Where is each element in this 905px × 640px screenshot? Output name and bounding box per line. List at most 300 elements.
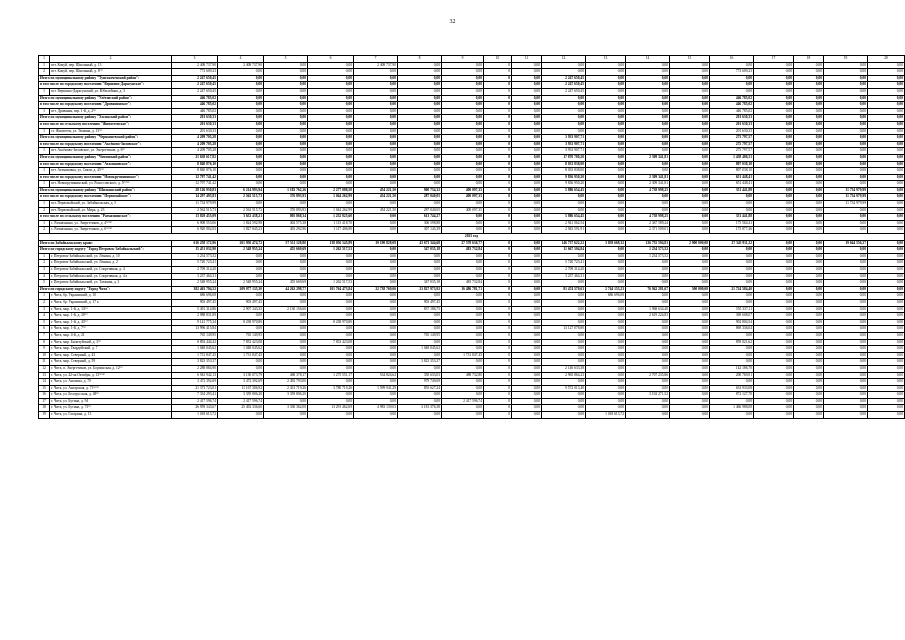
table-cell: 0,00 [794, 201, 824, 208]
table-cell: 0,00 [670, 326, 710, 333]
table-cell: 0,00 [626, 405, 670, 412]
table-cell: 0,00 [512, 187, 542, 194]
table-cell: 900 734,32 [398, 187, 442, 194]
table-cell: 0,00 [710, 273, 754, 280]
table-cell: 1 117 406,90 [308, 227, 354, 234]
table-cell: 0,00 [824, 102, 868, 109]
table-cell: 0,00 [670, 313, 710, 320]
table-cell: 0,00 [670, 194, 710, 201]
table-cell: 0,00 [824, 214, 868, 221]
table-cell: 200 769,01 [710, 372, 754, 379]
table-cell: 902 804,54 [710, 319, 754, 326]
table-cell: 0,00 [670, 82, 710, 89]
table-cell: 0,00 [670, 214, 710, 221]
table-cell: 0,00 [542, 306, 586, 313]
row-index: 1 [39, 293, 50, 300]
table-cell: 0,00 [710, 207, 754, 214]
table-cell: 0,00 [542, 359, 586, 366]
table-cell: 0,00 [710, 88, 754, 95]
table-cell: 0,00 [308, 75, 354, 82]
table-cell: 0,00 [710, 332, 754, 339]
table-cell: 0,00 [218, 201, 264, 208]
table-cell: 2 130 156,60 [264, 306, 308, 313]
table-cell: 0,00 [218, 115, 264, 122]
table-cell: 306 598,88 [398, 220, 442, 227]
table-cell: 11 167 306,92 [218, 385, 264, 392]
table-cell: 0,00 [794, 214, 824, 221]
table-cell: 0,00 [542, 319, 586, 326]
address-cell: пгт. Новокручининский, ул. Рокоссовского, д. 5⁽¹⁾⁽⁸⁾ [50, 181, 172, 188]
table-cell: 0,00 [264, 154, 308, 161]
table-cell: 0,00 [512, 385, 542, 392]
table-cell: 0 [484, 326, 512, 333]
table-cell: 0,00 [754, 359, 794, 366]
address-cell: с. Размахнино, ул. Энергетиков, д. 6⁽¹⁾⁽⁸⁾ [50, 227, 172, 234]
table-cell: 0,00 [868, 412, 905, 419]
table-cell: 0,00 [442, 385, 484, 392]
header-cell: 15 [670, 56, 710, 63]
table-cell: 0,00 [542, 115, 586, 122]
row-index: 6 [39, 326, 50, 333]
subtotal-row [39, 240, 905, 247]
table-cell: 0,00 [308, 174, 354, 181]
table-cell: 0,00 [308, 201, 354, 208]
table-cell: 0,00 [670, 319, 710, 326]
table-cell: 0,00 [586, 392, 626, 399]
table-cell: 0,00 [442, 332, 484, 339]
table-cell: 0,00 [264, 365, 308, 372]
address-cell: г. Чита, мкр. 1-й, д. 7⁽¹⁾ [50, 326, 172, 333]
table-cell: 0,00 [670, 115, 710, 122]
table-cell: 0,00 [354, 260, 398, 267]
table-cell: 0,00 [398, 128, 442, 135]
table-cell: 0,00 [794, 62, 824, 69]
table-cell: 613 744,27 [398, 214, 442, 221]
table-cell: 0,00 [308, 141, 354, 148]
table-cell: 0,00 [794, 372, 824, 379]
address-cell: г. Чита, мкр. Северный, д. 59 [50, 359, 172, 366]
table-cell: 3 933 907,71 [542, 135, 586, 142]
table-cell: 0,00 [586, 299, 626, 306]
table-cell: 3 237 464,31 [542, 273, 586, 280]
table-cell: 0,00 [218, 161, 264, 168]
table-cell: 2 619 224,83 [626, 313, 670, 320]
table-cell: 0,00 [586, 379, 626, 386]
address-cell: г. Чита, мкр. 4-й, д. 21 [50, 332, 172, 339]
table-row [39, 69, 905, 76]
table-row [39, 273, 905, 280]
table-cell: 0,00 [442, 141, 484, 148]
table-cell: 0,00 [626, 95, 670, 102]
table-cell: 0,00 [794, 319, 824, 326]
table-cell: 0,00 [218, 412, 264, 419]
table-cell: 0,00 [218, 273, 264, 280]
table-row [39, 299, 905, 306]
table-cell: 0,00 [264, 128, 308, 135]
table-cell: 0,00 [308, 392, 354, 399]
table-cell: 0,00 [586, 95, 626, 102]
table-cell: 0,00 [398, 412, 442, 419]
table-cell: 0,00 [442, 82, 484, 89]
table-cell: 446 785,02 [172, 95, 218, 102]
table-cell: 0,00 [824, 286, 868, 293]
table-cell: 0,00 [824, 227, 868, 234]
subtotal-label: Итого по муниципальному району "Шилкинский район": [39, 187, 172, 194]
table-cell: 21 724 584,40 [710, 286, 754, 293]
table-cell: 0,00 [308, 346, 354, 353]
table-cell: 0,00 [218, 260, 264, 267]
table-cell: 126 735 594,81 [626, 240, 670, 247]
table-cell: 0,00 [586, 75, 626, 82]
table-cell: 0,00 [626, 319, 670, 326]
table-cell: 0,00 [308, 379, 354, 386]
table-cell: 3 330 362,00 [264, 405, 308, 412]
table-row [39, 88, 905, 95]
table-cell: 0,00 [354, 332, 398, 339]
table-cell: 0,00 [542, 201, 586, 208]
table-cell: 0,00 [354, 247, 398, 254]
table-cell: 0,00 [670, 88, 710, 95]
table-cell: 0,00 [586, 194, 626, 201]
table-cell: 0,00 [398, 339, 442, 346]
table-cell: 0 [484, 181, 512, 188]
table-cell: 0,00 [308, 359, 354, 366]
table-cell: 0,00 [542, 108, 586, 115]
table-cell: 0,00 [824, 299, 868, 306]
table-cell: 0,00 [354, 365, 398, 372]
table-cell: 0,00 [824, 273, 868, 280]
table-cell: 0,00 [868, 201, 905, 208]
table-cell: 0,00 [586, 339, 626, 346]
address-cell: пгт. Дровяная, пер. 1-й, д. 2⁽¹⁾ [50, 108, 172, 115]
table-cell: 0,00 [754, 75, 794, 82]
table-cell: 0,00 [512, 339, 542, 346]
table-cell: 0,00 [868, 253, 905, 260]
row-index: 8 [39, 339, 50, 346]
address-cell: г. Чита, ул. Белорусская, д. 48⁽¹⁾ [50, 392, 172, 399]
subtotal-row [39, 187, 905, 194]
table-cell: 0,00 [264, 121, 308, 128]
table-cell: 0,00 [442, 293, 484, 300]
table-cell: 1 458 486,51 [710, 154, 754, 161]
table-cell: 0,00 [512, 148, 542, 155]
table-cell: 0,00 [824, 62, 868, 69]
subtotal-row [39, 95, 905, 102]
table-cell: 0,00 [442, 95, 484, 102]
table-cell: 0,00 [218, 135, 264, 142]
table-cell: 0 [484, 319, 512, 326]
table-cell: 0 [484, 227, 512, 234]
table-cell: 0,00 [542, 253, 586, 260]
table-cell: 12 797 741,42 [172, 174, 218, 181]
table-cell: 0,00 [354, 220, 398, 227]
table-cell: 0,00 [710, 62, 754, 69]
table-cell: 446 785,02 [710, 102, 754, 109]
table-cell: 0,00 [868, 214, 905, 221]
table-cell: 0,00 [670, 174, 710, 181]
table-cell: 0,00 [824, 247, 868, 254]
table-cell: 0,00 [670, 405, 710, 412]
table-cell: 0,00 [308, 135, 354, 142]
table-cell: 0,00 [824, 372, 868, 379]
table-cell: 0,00 [354, 227, 398, 234]
table-cell: 0,00 [218, 128, 264, 135]
table-cell: 9 572 013,40 [542, 385, 586, 392]
table-row [39, 260, 905, 267]
table-cell: 0,00 [794, 194, 824, 201]
table-cell: 0,00 [794, 82, 824, 89]
table-cell: 1 044 262,99 [308, 207, 354, 214]
table-cell: 0,00 [398, 293, 442, 300]
table-cell: 0,00 [442, 260, 484, 267]
table-cell: 3 359 806,20 [264, 392, 308, 399]
table-cell: 855 627,24 [398, 385, 442, 392]
table-cell: 0,00 [868, 75, 905, 82]
table-cell: 0,00 [824, 412, 868, 419]
table-row [39, 319, 905, 326]
table-cell: 21 373 723,01 [172, 385, 218, 392]
table-cell: 0,00 [398, 82, 442, 89]
table-cell: 0,00 [512, 352, 542, 359]
table-cell: 3 130 073,79 [218, 372, 264, 379]
table-cell: 0,00 [586, 102, 626, 109]
table-row [39, 313, 905, 320]
table-cell: 0,00 [512, 306, 542, 313]
table-cell: 2 309 341,81 [626, 181, 670, 188]
table-cell: 0,00 [868, 174, 905, 181]
row-index: 7 [39, 332, 50, 339]
table-cell: 0,00 [710, 267, 754, 274]
row-index: 19 [39, 412, 50, 419]
table-cell: 0,00 [868, 286, 905, 293]
table-cell: 0,00 [670, 201, 710, 208]
table-cell: 0 [484, 306, 512, 313]
table-cell: 0,00 [398, 154, 442, 161]
table-cell: 0,00 [398, 102, 442, 109]
table-cell: 0,00 [218, 365, 264, 372]
table-cell: 0,00 [670, 273, 710, 280]
table-cell: 0,00 [354, 75, 398, 82]
table-cell: 6 920 902,03 [172, 227, 218, 234]
table-cell: 446 785,02 [710, 108, 754, 115]
table-cell: 0,00 [794, 332, 824, 339]
table-cell: 0,00 [794, 247, 824, 254]
table-cell: 0,00 [868, 372, 905, 379]
table-cell: 686 696,08 [172, 293, 218, 300]
table-cell: 0,00 [442, 313, 484, 320]
table-row [39, 352, 905, 359]
table-cell: 0,00 [586, 108, 626, 115]
table-cell: 0,00 [398, 319, 442, 326]
table-cell: 4 983 139,03 [354, 405, 398, 412]
table-cell: 0,00 [710, 82, 754, 89]
table-cell: 0,00 [512, 326, 542, 333]
table-cell: 0,00 [308, 69, 354, 76]
table-cell: 0,00 [754, 332, 794, 339]
table-cell: 0,00 [824, 398, 868, 405]
table-cell: 0,00 [670, 359, 710, 366]
row-index: 10 [39, 352, 50, 359]
row-index: 12 [39, 365, 50, 372]
table-cell: 455 669,69 [264, 280, 308, 287]
table-cell: 0,00 [626, 339, 670, 346]
table-cell: 376 893,93 [264, 207, 308, 214]
table-cell: 0,00 [308, 253, 354, 260]
table-cell: 0,00 [754, 201, 794, 208]
table-cell: 0,00 [586, 135, 626, 142]
table-cell: 2 744 153,23 [586, 286, 626, 293]
table-cell: 2 277 088,50 [308, 187, 354, 194]
table-cell: 0,00 [754, 187, 794, 194]
table-cell: 0,00 [754, 95, 794, 102]
table-cell: 0,00 [442, 121, 484, 128]
table-cell: 0,00 [794, 220, 824, 227]
table-cell: 0,00 [586, 121, 626, 128]
table-cell: 7 334 293,41 [172, 392, 218, 399]
table-cell: 0,00 [824, 108, 868, 115]
table-cell: 0,00 [626, 293, 670, 300]
table-cell: 0,00 [308, 273, 354, 280]
table-cell: 0,00 [398, 88, 442, 95]
table-cell: 0,00 [754, 181, 794, 188]
table-cell: 0,00 [794, 359, 824, 366]
subtotal-label: Итого по Забайкальскому краю: [39, 240, 172, 247]
table-cell: 0,00 [442, 405, 484, 412]
table-cell: 0,00 [512, 286, 542, 293]
table-cell: 0,00 [354, 359, 398, 366]
address-cell: г. Чита, ул. Бутина, д. 94 [50, 398, 172, 405]
table-cell: 454 221,50 [354, 194, 398, 201]
table-cell: 287 040,05 [398, 207, 442, 214]
table-cell: 0,00 [794, 286, 824, 293]
table-cell: 201 630,33 [710, 115, 754, 122]
table-cell: 0,00 [264, 412, 308, 419]
table-cell: 534 824,62 [354, 372, 398, 379]
table-cell: 0,00 [308, 332, 354, 339]
table-cell: 0,00 [512, 319, 542, 326]
table-row [39, 398, 905, 405]
table-cell: 0,00 [354, 95, 398, 102]
table-cell: 0,00 [442, 102, 484, 109]
table-cell: 0,00 [868, 88, 905, 95]
table-cell: 0,00 [868, 326, 905, 333]
table-cell: 0,00 [354, 102, 398, 109]
table-cell: 0,00 [586, 405, 626, 412]
table-cell: 0,00 [542, 398, 586, 405]
table-cell: 0,00 [586, 267, 626, 274]
table-cell: 0,00 [586, 174, 626, 181]
table-cell: 0,00 [354, 135, 398, 142]
table-cell: 3 237 464,31 [172, 273, 218, 280]
table-cell: 0,00 [754, 240, 794, 247]
table-cell: 0,00 [218, 108, 264, 115]
table-cell: 0,00 [398, 161, 442, 168]
table-cell: 0,00 [754, 220, 794, 227]
table-cell: 0,00 [626, 62, 670, 69]
table-cell: 0,00 [354, 168, 398, 175]
table-cell: 0,00 [710, 260, 754, 267]
table-cell: 0,00 [586, 260, 626, 267]
table-cell: 2 408 737,90 [172, 62, 218, 69]
table-cell: 0,00 [308, 365, 354, 372]
table-cell: 307 145,39 [398, 227, 442, 234]
table-cell: 0,00 [308, 128, 354, 135]
row-index: 5 [39, 280, 50, 287]
table-cell: 0,00 [824, 352, 868, 359]
header-cell: 3 [172, 56, 218, 63]
table-cell: 0,00 [868, 346, 905, 353]
table-cell: 8 840 876,10 [172, 161, 218, 168]
table-cell: 0,00 [542, 95, 586, 102]
table-cell: 0,00 [218, 168, 264, 175]
table-cell: 633 933,08 [710, 385, 754, 392]
table-cell: 765 149,95 [398, 332, 442, 339]
row-index: 1 [39, 62, 50, 69]
table-cell: 0,00 [824, 339, 868, 346]
table-cell: 0,00 [824, 168, 868, 175]
table-cell: 0,00 [218, 359, 264, 366]
table-cell: 0,00 [542, 379, 586, 386]
table-cell: 0,00 [542, 299, 586, 306]
table-cell: 0 [484, 62, 512, 69]
table-cell: 454 221,50 [354, 207, 398, 214]
table-cell: 0,00 [354, 326, 398, 333]
table-cell: 1 115 418,70 [308, 220, 354, 227]
subtotal-label: в том числе по городскому поселению "Новокручининское": [39, 174, 172, 181]
table-row [39, 339, 905, 346]
table-cell: 0,00 [868, 313, 905, 320]
table-row [39, 332, 905, 339]
table-cell: 0,00 [626, 207, 670, 214]
table-cell: 0,00 [754, 141, 794, 148]
table-cell: 0,00 [586, 181, 626, 188]
header-cell: 12 [542, 56, 586, 63]
table-cell: 2 941 062,54 [542, 220, 586, 227]
table-cell: 3 823 353,37 [172, 359, 218, 366]
table-cell: 0,00 [868, 148, 905, 155]
address-cell: с. Размахнино, ул. Энергетиков, д. 4⁽¹⁾⁽⁸⁾ [50, 220, 172, 227]
table-cell: 0,00 [354, 82, 398, 89]
subtotal-label: в том числе по городскому поселению "Вершино-Дарасунское": [39, 82, 172, 89]
table-cell: 0,00 [218, 95, 264, 102]
address-cell: г. Петровск-Забайкальский, ул. Таежная, д. 3 [50, 280, 172, 287]
table-cell: 0,00 [754, 253, 794, 260]
table-cell: 0,00 [754, 194, 794, 201]
table-cell: 201 630,33 [172, 121, 218, 128]
table-cell: 0,00 [586, 187, 626, 194]
table-cell: 0,00 [354, 313, 398, 320]
table-cell: 0,00 [542, 62, 586, 69]
row-index: 1 [39, 168, 50, 175]
table-cell: 0,00 [354, 253, 398, 260]
table-cell: 0,00 [354, 214, 398, 221]
table-cell: 0,00 [868, 319, 905, 326]
table-cell: 0,00 [754, 102, 794, 109]
table-cell: 0,00 [398, 135, 442, 142]
table-cell: 616 258 172,96 [172, 240, 218, 247]
table-cell: 0,00 [710, 201, 754, 208]
table-cell: 0,00 [512, 240, 542, 247]
table-cell: 1 968 634,40 [626, 306, 670, 313]
table-cell: 651 448,41 [710, 174, 754, 181]
table-cell: 2 247 650,45 [172, 82, 218, 89]
year-row [39, 234, 905, 241]
table-cell: 0 [484, 135, 512, 142]
table-cell: 0,00 [710, 299, 754, 306]
row-index: 1 [39, 253, 50, 260]
table-cell: 15 451 032,90 [172, 247, 218, 254]
table-cell: 0,00 [586, 326, 626, 333]
